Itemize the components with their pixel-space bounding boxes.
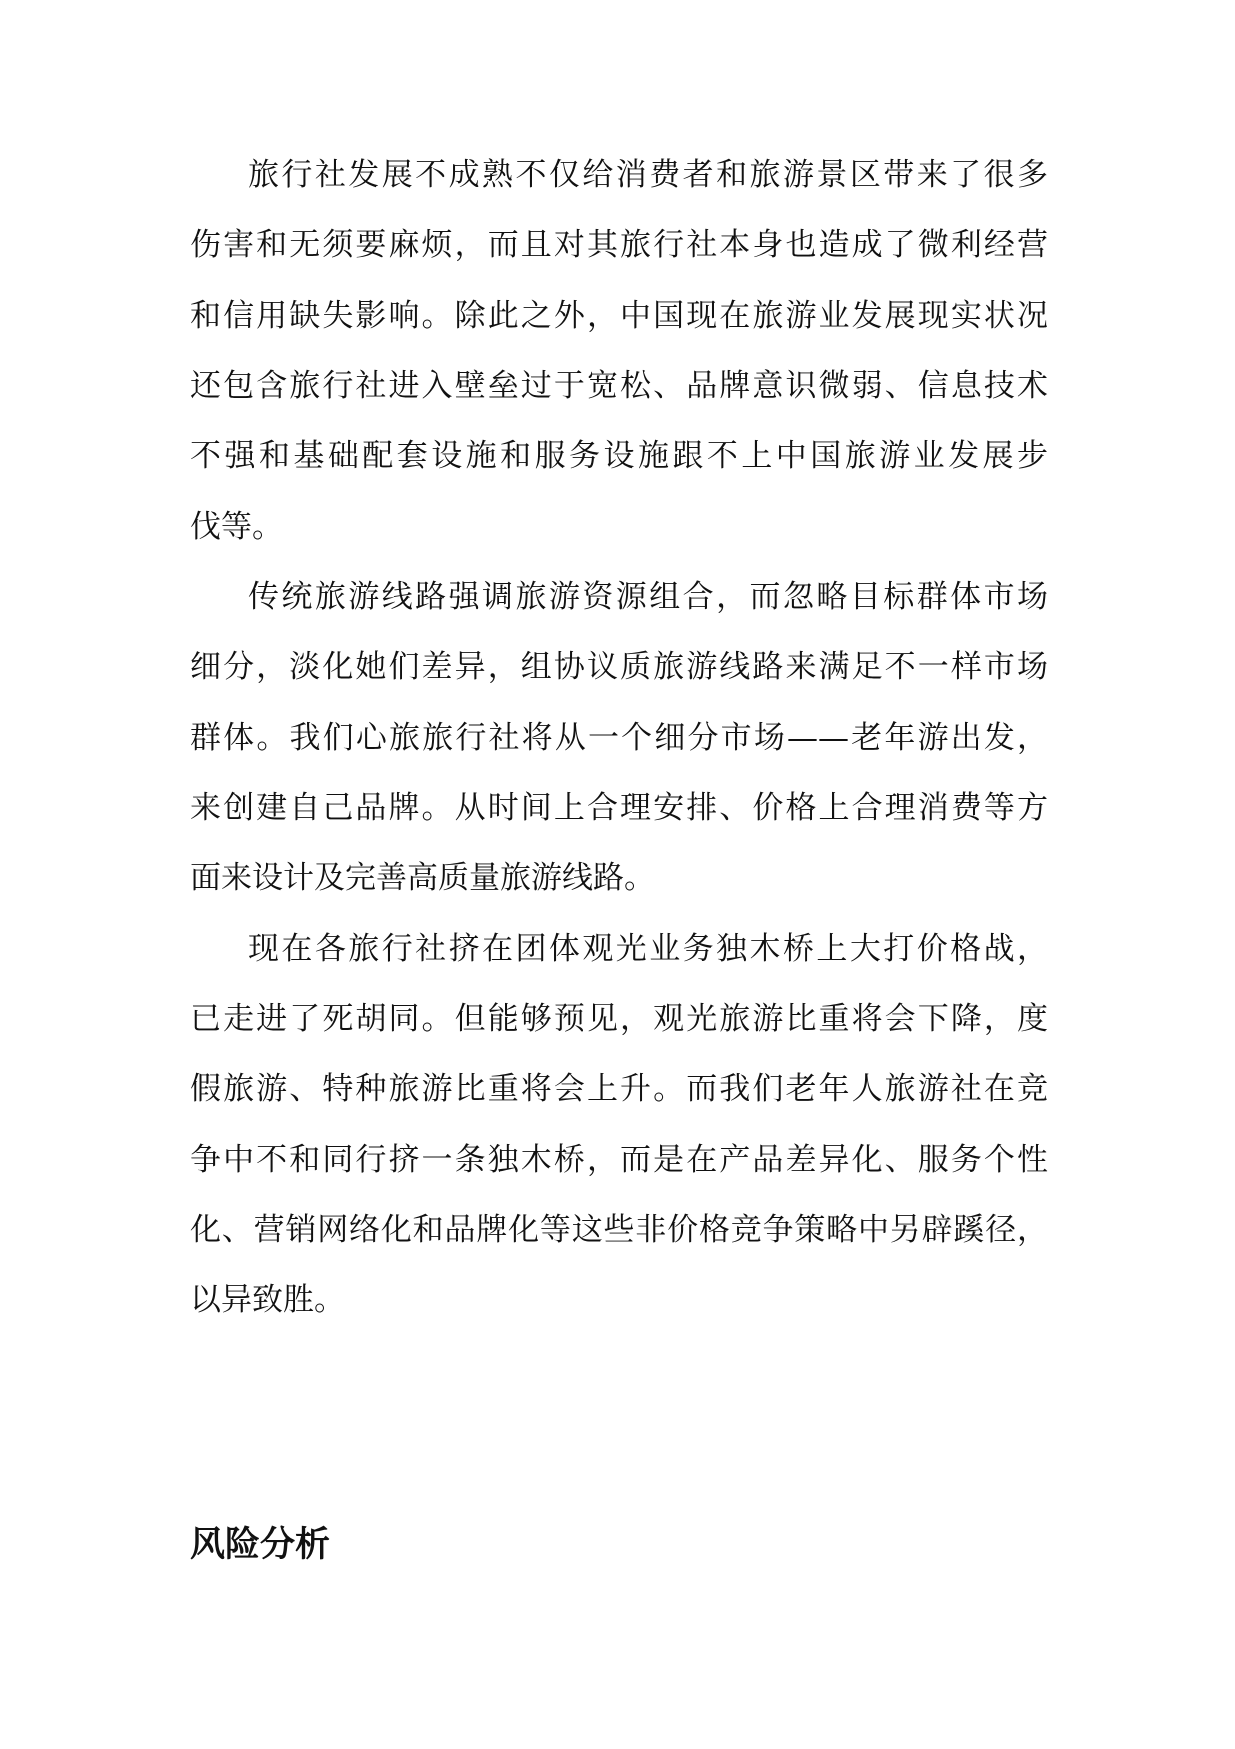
paragraph-line: 来创建自己品牌。从时间上合理安排、价格上合理消费等方 bbox=[190, 790, 1048, 826]
paragraph-line: 以异致胜。 bbox=[190, 1282, 345, 1318]
paragraph-line: 伤害和无须要麻烦，而且对其旅行社本身也造成了微利经营 bbox=[190, 227, 1048, 263]
paragraph-line: 不强和基础配套设施和服务设施跟不上中国旅游业发展步 bbox=[190, 438, 1048, 474]
paragraph-line: 群体。我们心旅旅行社将从一个细分市场——老年游出发， bbox=[190, 720, 1048, 756]
paragraph-line: 假旅游、特种旅游比重将会上升。而我们老年人旅游社在竞 bbox=[190, 1071, 1048, 1107]
paragraph-line: 面来设计及完善高质量旅游线路。 bbox=[190, 860, 655, 896]
paragraph-line: 细分，淡化她们差异，组协议质旅游线路来满足不一样市场 bbox=[190, 649, 1048, 685]
paragraph-line: 化、营销网络化和品牌化等这些非价格竞争策略中另辟蹊径， bbox=[190, 1212, 1048, 1248]
paragraph-line: 还包含旅行社进入壁垒过于宽松、品牌意识微弱、信息技术 bbox=[190, 368, 1048, 404]
paragraph-line: 旅行社发展不成熟不仅给消费者和旅游景区带来了很多 bbox=[248, 157, 1048, 193]
paragraph-line: 争中不和同行挤一条独木桥，而是在产品差异化、服务个性 bbox=[190, 1142, 1048, 1178]
paragraph-line: 传统旅游线路强调旅游资源组合，而忽略目标群体市场 bbox=[248, 579, 1048, 615]
paragraph-line: 和信用缺失影响。除此之外，中国现在旅游业发展现实状况 bbox=[190, 298, 1048, 334]
paragraph-line: 现在各旅行社挤在团体观光业务独木桥上大打价格战， bbox=[248, 931, 1048, 967]
section-heading: 风险分析 bbox=[190, 1525, 331, 1565]
paragraph-line: 已走进了死胡同。但能够预见，观光旅游比重将会下降，度 bbox=[190, 1001, 1048, 1037]
paragraph-line: 伐等。 bbox=[190, 509, 283, 545]
